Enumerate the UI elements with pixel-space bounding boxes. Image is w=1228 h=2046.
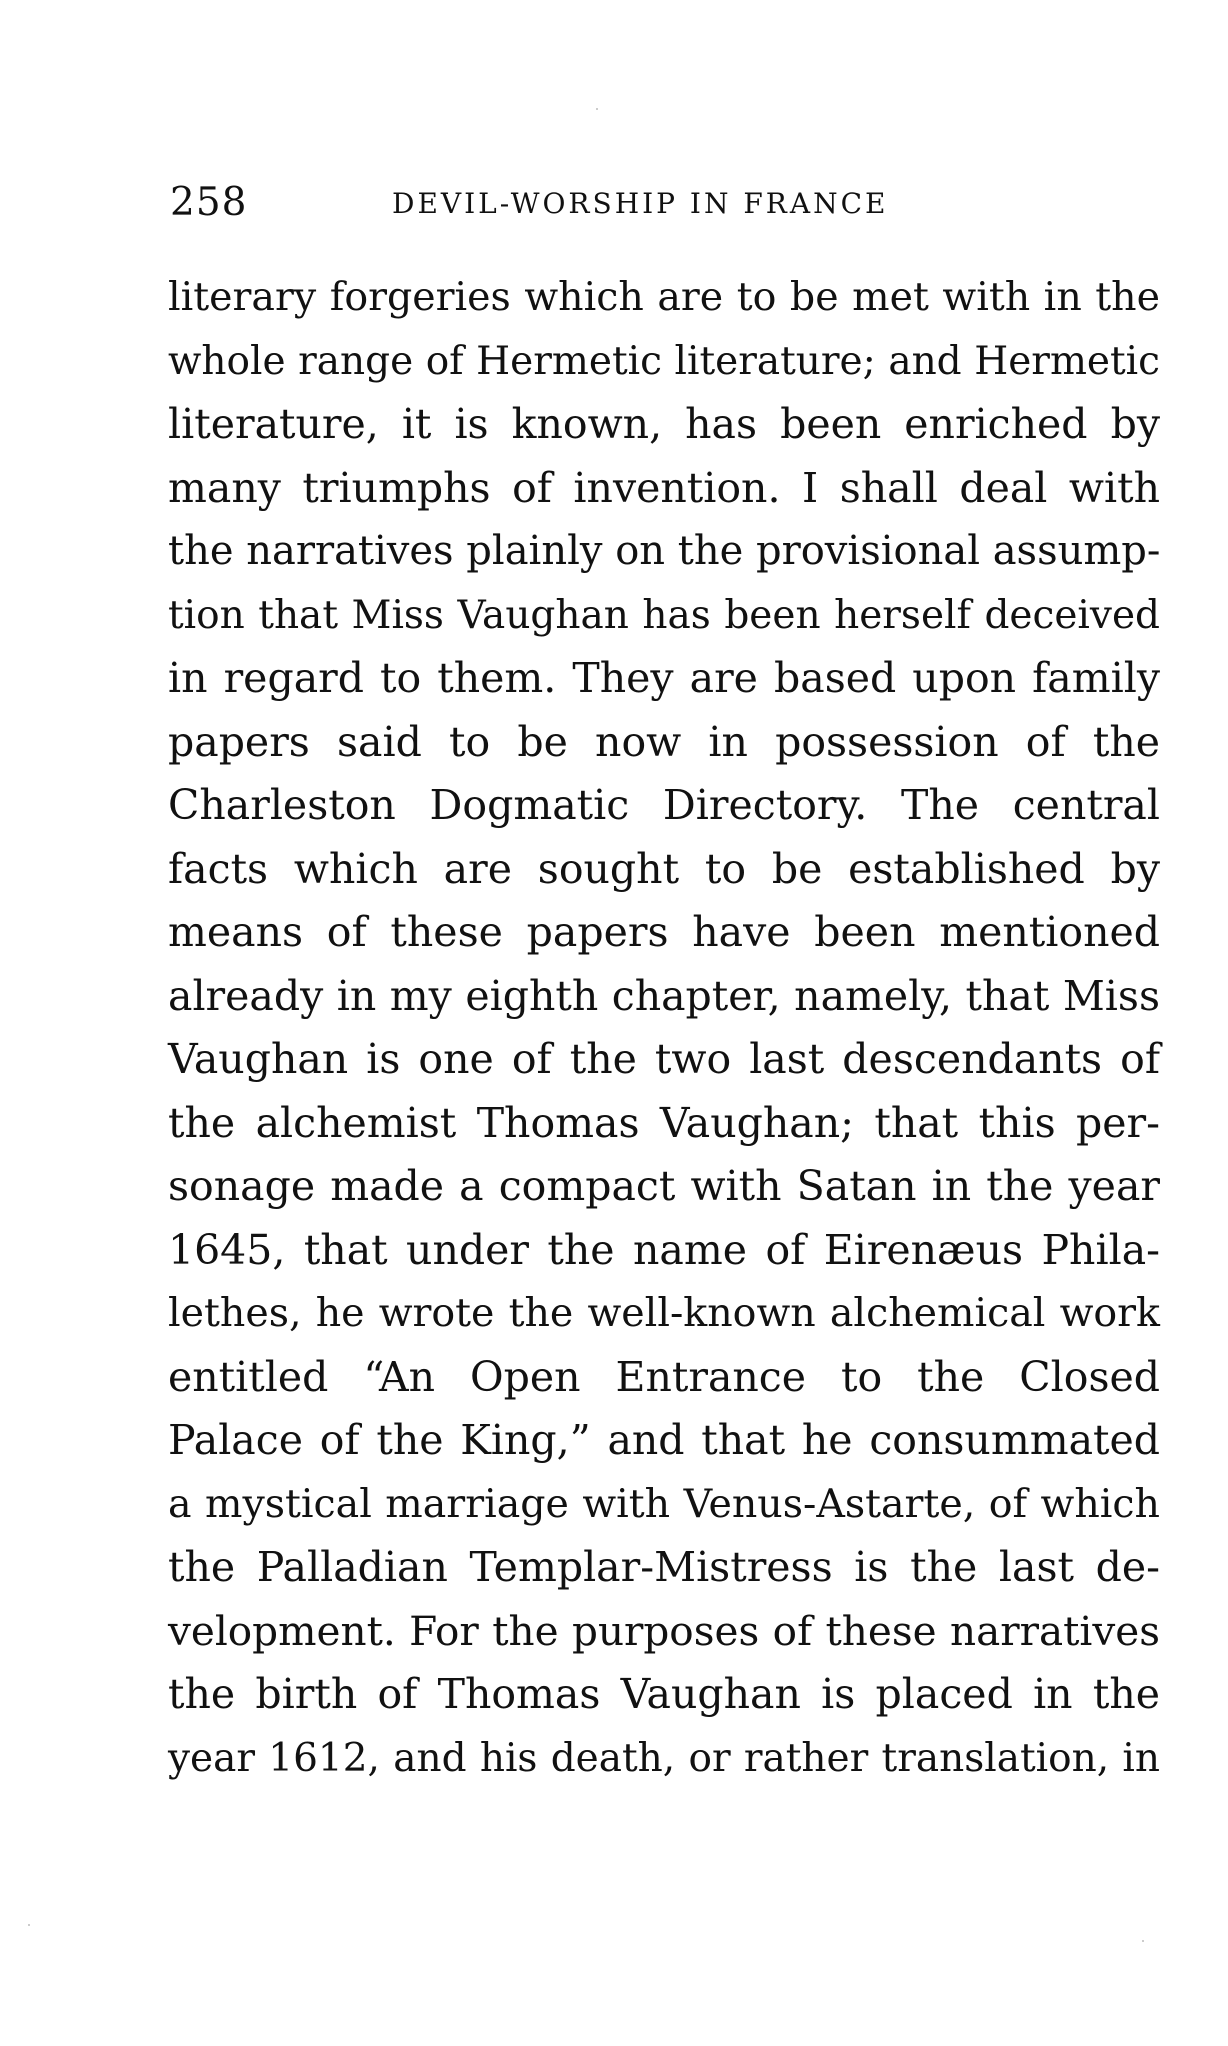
page-number: 258 [170, 180, 248, 225]
text-line: lethes, he wrote the well-known alchemical work [168, 1290, 1160, 1336]
paper-speck [28, 1924, 30, 1926]
text-line: already in my eighth chapter, namely, that Miss [168, 971, 1160, 1020]
text-line: the alchemist Thomas Vaughan; that this per- [168, 1098, 1160, 1147]
running-head [160, 178, 1120, 228]
body-text [168, 266, 1160, 1790]
text-line: the narratives plainly on the provisional assump- [168, 528, 1161, 574]
text-line: sonage made a compact with Satan in the year [168, 1162, 1160, 1210]
text-line: papers said to be now in possession of the [168, 717, 1160, 766]
text-line: the Palladian Templar-Mistress is the last de- [168, 1543, 1160, 1591]
text-line: Vaughan is one of the two last descendants of [168, 1035, 1160, 1083]
running-title: DEVIL-WORSHIP IN FRANCE [392, 187, 889, 220]
text-line: whole range of Hermetic literature; and Hermetic [168, 338, 1160, 384]
text-line: means of these papers have been mentioned [168, 908, 1160, 956]
paper-speck [1142, 1940, 1144, 1942]
text-line: tion that Miss Vaughan has been herself deceived [168, 592, 1160, 638]
text-line: facts which are sought to be established by [168, 844, 1160, 893]
text-line: literary forgeries which are to be met with in the [168, 274, 1160, 320]
text-line: the birth of Thomas Vaughan is placed in the [168, 1670, 1160, 1718]
text-line: velopment. For the purposes of these narratives [168, 1606, 1160, 1655]
text-line: literature, it is known, has been enriched by [168, 400, 1160, 448]
text-line: a mystical marriage with Venus-Astarte, of which [168, 1480, 1160, 1527]
text-line: Palace of the King,” and that he consummated [168, 1416, 1160, 1464]
paper-speck [596, 108, 598, 110]
text-line: Charleston Dogmatic Directory. The central [168, 781, 1160, 829]
text-line: entitled “An Open Entrance to the Closed [168, 1352, 1160, 1401]
text-line: many triumphs of invention. I shall deal with [168, 463, 1160, 512]
text-line: 1645, that under the name of Eirenæus Phila- [168, 1225, 1160, 1274]
text-line: in regard to them. They are based upon family [168, 654, 1160, 702]
text-line: year 1612, and his death, or rather translation, in [168, 1735, 1160, 1781]
